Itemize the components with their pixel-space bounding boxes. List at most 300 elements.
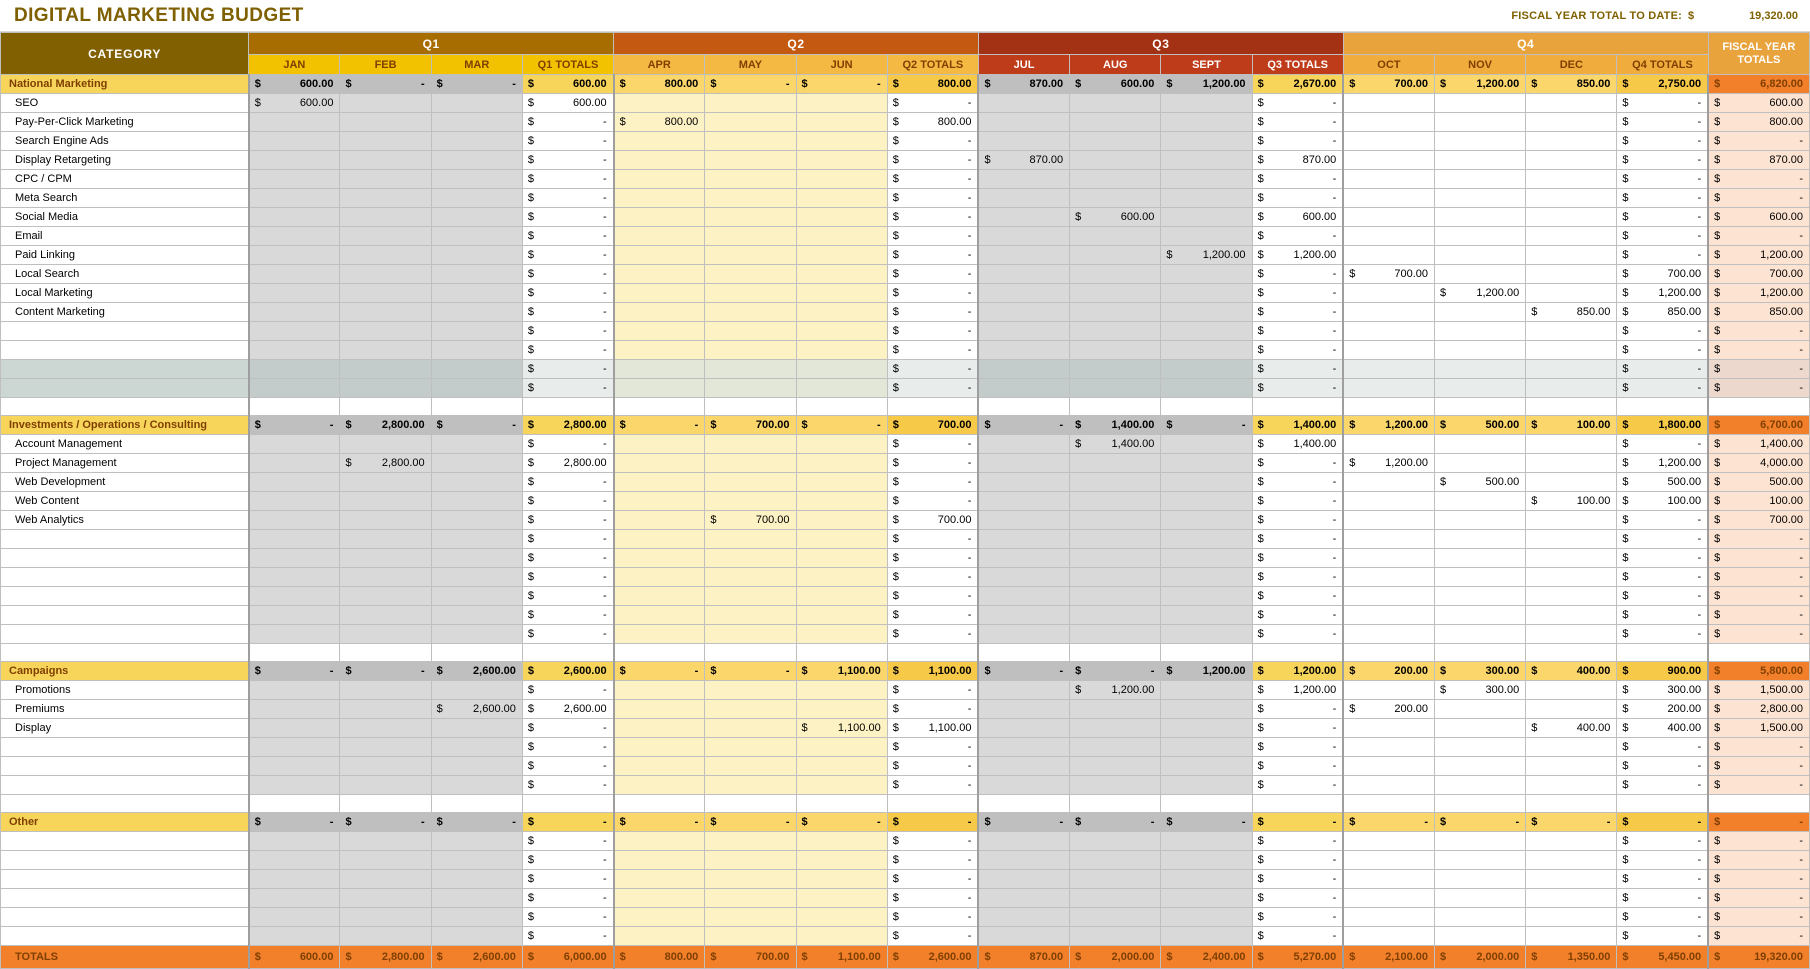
cell-r25-c14[interactable] <box>1526 549 1617 568</box>
cell-r14-c6[interactable] <box>796 341 887 360</box>
cell-r28-c13[interactable] <box>1435 606 1526 625</box>
cell-r23-c14[interactable] <box>1526 511 1617 530</box>
cell-r37-c8[interactable] <box>978 776 1069 795</box>
cell-r44-c8[interactable] <box>978 908 1069 927</box>
cell-r26-c12[interactable] <box>1343 568 1434 587</box>
cell-r42-c6[interactable] <box>796 870 887 889</box>
cell-r11-fy[interactable] <box>1708 284 1809 303</box>
cell-r6-c4[interactable] <box>614 189 705 208</box>
cell-r15-c8[interactable] <box>978 360 1069 379</box>
cell-r41-c13[interactable] <box>1435 851 1526 870</box>
cell-r39-c4[interactable] <box>614 813 705 832</box>
cell-r16-c8[interactable] <box>978 379 1069 398</box>
cell-r21-c14[interactable] <box>1526 473 1617 492</box>
cell-r30-c1[interactable] <box>340 644 431 662</box>
cell-r21-c0[interactable] <box>249 473 340 492</box>
totals-cell-11[interactable] <box>1252 946 1343 969</box>
cell-r38-c15[interactable] <box>1617 795 1708 813</box>
cell-r35-c1[interactable] <box>340 738 431 757</box>
cell-r36-c12[interactable] <box>1343 757 1434 776</box>
cell-r10-c7[interactable] <box>887 265 978 284</box>
cell-r33-c13[interactable] <box>1435 700 1526 719</box>
cell-r34-c15[interactable] <box>1617 719 1708 738</box>
cell-r33-c14[interactable] <box>1526 700 1617 719</box>
cell-r32-c2[interactable] <box>431 681 522 700</box>
cell-r2-c9[interactable] <box>1070 113 1161 132</box>
cell-r13-fy[interactable] <box>1708 322 1809 341</box>
cell-r41-c6[interactable] <box>796 851 887 870</box>
cell-r28-c12[interactable] <box>1343 606 1434 625</box>
table-body[interactable] <box>1 75 1810 969</box>
table-row[interactable] <box>1 870 1810 889</box>
cell-r7-c13[interactable] <box>1435 208 1526 227</box>
cell-r40-c1[interactable] <box>340 832 431 851</box>
cell-r36-c14[interactable] <box>1526 757 1617 776</box>
cell-r31-c14[interactable] <box>1526 662 1617 681</box>
cell-r8-c4[interactable] <box>614 227 705 246</box>
totals-cell-13[interactable] <box>1435 946 1526 969</box>
cell-r17-c9[interactable] <box>1070 398 1161 416</box>
cell-r34-c13[interactable] <box>1435 719 1526 738</box>
table-row[interactable] <box>1 908 1810 927</box>
cell-r4-fy[interactable] <box>1708 151 1809 170</box>
cell-r31-fy[interactable] <box>1708 662 1809 681</box>
cell-r32-c3[interactable] <box>522 681 613 700</box>
cell-r20-c14[interactable] <box>1526 454 1617 473</box>
cell-r22-c6[interactable] <box>796 492 887 511</box>
cell-r44-c10[interactable] <box>1161 908 1252 927</box>
cell-r24-c5[interactable] <box>705 530 796 549</box>
row-label[interactable] <box>1 379 249 398</box>
row-label[interactable] <box>1 851 249 870</box>
cell-r11-c4[interactable] <box>614 284 705 303</box>
cell-r24-c9[interactable] <box>1070 530 1161 549</box>
cell-r6-c8[interactable] <box>978 189 1069 208</box>
cell-r12-c6[interactable] <box>796 303 887 322</box>
cell-r31-c5[interactable] <box>705 662 796 681</box>
cell-r34-c4[interactable] <box>614 719 705 738</box>
cell-r8-c5[interactable] <box>705 227 796 246</box>
cell-r14-c5[interactable] <box>705 341 796 360</box>
cell-r26-c9[interactable] <box>1070 568 1161 587</box>
cell-r23-c6[interactable] <box>796 511 887 530</box>
cell-r19-c13[interactable] <box>1435 435 1526 454</box>
cell-r41-c8[interactable] <box>978 851 1069 870</box>
totals-cell-2[interactable] <box>431 946 522 969</box>
cell-r6-c13[interactable] <box>1435 189 1526 208</box>
cell-r34-c0[interactable] <box>249 719 340 738</box>
cell-r8-c15[interactable] <box>1617 227 1708 246</box>
cell-r5-c8[interactable] <box>978 170 1069 189</box>
cell-r29-c2[interactable] <box>431 625 522 644</box>
cell-r17-c1[interactable] <box>340 398 431 416</box>
row-label[interactable] <box>1 568 249 587</box>
cell-r41-c3[interactable] <box>522 851 613 870</box>
cell-r21-c13[interactable] <box>1435 473 1526 492</box>
cell-r33-c2[interactable] <box>431 700 522 719</box>
cell-r12-c3[interactable] <box>522 303 613 322</box>
cell-r28-c4[interactable] <box>614 606 705 625</box>
cell-r16-c2[interactable] <box>431 379 522 398</box>
cell-r41-c10[interactable] <box>1161 851 1252 870</box>
cell-r34-c11[interactable] <box>1252 719 1343 738</box>
cell-r42-c8[interactable] <box>978 870 1069 889</box>
cell-r1-c13[interactable] <box>1435 94 1526 113</box>
cell-r26-c14[interactable] <box>1526 568 1617 587</box>
cell-r38-c0[interactable] <box>249 795 340 813</box>
cell-r2-c4[interactable] <box>614 113 705 132</box>
cell-r7-c1[interactable] <box>340 208 431 227</box>
cell-r26-c8[interactable] <box>978 568 1069 587</box>
cell-r42-c9[interactable] <box>1070 870 1161 889</box>
cell-r39-c3[interactable] <box>522 813 613 832</box>
cell-r44-c15[interactable] <box>1617 908 1708 927</box>
cell-r42-c2[interactable] <box>431 870 522 889</box>
cell-r28-c3[interactable] <box>522 606 613 625</box>
cell-r31-c1[interactable] <box>340 662 431 681</box>
cell-r18-fy[interactable] <box>1708 416 1809 435</box>
cell-r21-c6[interactable] <box>796 473 887 492</box>
cell-r0-c4[interactable] <box>614 75 705 94</box>
cell-r2-fy[interactable] <box>1708 113 1809 132</box>
cell-r36-c8[interactable] <box>978 757 1069 776</box>
cell-r40-c6[interactable] <box>796 832 887 851</box>
row-label[interactable] <box>1 625 249 644</box>
cell-r31-c7[interactable] <box>887 662 978 681</box>
table-row[interactable] <box>1 587 1810 606</box>
cell-r35-fy[interactable] <box>1708 738 1809 757</box>
cell-r6-c6[interactable] <box>796 189 887 208</box>
cell-r16-c6[interactable] <box>796 379 887 398</box>
cell-r20-c0[interactable] <box>249 454 340 473</box>
cell-r28-c0[interactable] <box>249 606 340 625</box>
cell-r34-c8[interactable] <box>978 719 1069 738</box>
table-row[interactable] <box>1 227 1810 246</box>
table-row[interactable] <box>1 322 1810 341</box>
cell-r32-c5[interactable] <box>705 681 796 700</box>
row-label[interactable]: Display <box>1 719 249 738</box>
cell-r33-c15[interactable] <box>1617 700 1708 719</box>
cell-r1-c10[interactable] <box>1161 94 1252 113</box>
cell-r27-c11[interactable] <box>1252 587 1343 606</box>
table-row[interactable] <box>1 208 1810 227</box>
cell-r0-c14[interactable] <box>1526 75 1617 94</box>
cell-r19-c1[interactable] <box>340 435 431 454</box>
cell-r17-c12[interactable] <box>1343 398 1434 416</box>
cell-r37-c10[interactable] <box>1161 776 1252 795</box>
cell-r9-fy[interactable] <box>1708 246 1809 265</box>
cell-r5-c7[interactable] <box>887 170 978 189</box>
cell-r39-c1[interactable] <box>340 813 431 832</box>
cell-r9-c7[interactable] <box>887 246 978 265</box>
cell-r44-c7[interactable] <box>887 908 978 927</box>
cell-r18-c11[interactable] <box>1252 416 1343 435</box>
cell-r29-c1[interactable] <box>340 625 431 644</box>
cell-r32-c10[interactable] <box>1161 681 1252 700</box>
cell-r21-c3[interactable] <box>522 473 613 492</box>
cell-r43-c2[interactable] <box>431 889 522 908</box>
cell-r33-c6[interactable] <box>796 700 887 719</box>
section-label[interactable]: Campaigns <box>1 662 249 681</box>
cell-r0-c2[interactable] <box>431 75 522 94</box>
cell-r44-fy[interactable] <box>1708 908 1809 927</box>
row-label[interactable]: Project Management <box>1 454 249 473</box>
cell-r37-c6[interactable] <box>796 776 887 795</box>
cell-r40-c8[interactable] <box>978 832 1069 851</box>
cell-r43-c3[interactable] <box>522 889 613 908</box>
cell-r25-c12[interactable] <box>1343 549 1434 568</box>
cell-r45-c0[interactable] <box>249 927 340 946</box>
cell-r35-c3[interactable] <box>522 738 613 757</box>
cell-r29-c6[interactable] <box>796 625 887 644</box>
cell-r28-fy[interactable] <box>1708 606 1809 625</box>
cell-r29-c9[interactable] <box>1070 625 1161 644</box>
cell-r24-c3[interactable] <box>522 530 613 549</box>
cell-r3-c10[interactable] <box>1161 132 1252 151</box>
cell-r13-c10[interactable] <box>1161 322 1252 341</box>
totals-cell-5[interactable] <box>705 946 796 969</box>
row-label[interactable]: CPC / CPM <box>1 170 249 189</box>
row-label[interactable]: SEO <box>1 94 249 113</box>
cell-r7-c10[interactable] <box>1161 208 1252 227</box>
cell-r14-c9[interactable] <box>1070 341 1161 360</box>
row-label[interactable]: Display Retargeting <box>1 151 249 170</box>
cell-r4-c11[interactable] <box>1252 151 1343 170</box>
cell-r33-c9[interactable] <box>1070 700 1161 719</box>
cell-r5-fy[interactable] <box>1708 170 1809 189</box>
cell-r31-c13[interactable] <box>1435 662 1526 681</box>
cell-r7-fy[interactable] <box>1708 208 1809 227</box>
cell-r0-c6[interactable] <box>796 75 887 94</box>
row-label[interactable] <box>1 908 249 927</box>
cell-r38-c8[interactable] <box>978 795 1069 813</box>
cell-r17-c5[interactable] <box>705 398 796 416</box>
cell-r17-c15[interactable] <box>1617 398 1708 416</box>
cell-r38-c12[interactable] <box>1343 795 1434 813</box>
cell-r25-c2[interactable] <box>431 549 522 568</box>
cell-r43-c4[interactable] <box>614 889 705 908</box>
table-row[interactable] <box>1 700 1810 719</box>
budget-table[interactable] <box>0 32 1810 969</box>
row-label[interactable] <box>1 341 249 360</box>
cell-r29-c14[interactable] <box>1526 625 1617 644</box>
cell-r33-c4[interactable] <box>614 700 705 719</box>
cell-r9-c1[interactable] <box>340 246 431 265</box>
cell-r7-c9[interactable] <box>1070 208 1161 227</box>
cell-r31-c3[interactable] <box>522 662 613 681</box>
section-row[interactable] <box>1 416 1810 435</box>
table-row[interactable] <box>1 606 1810 625</box>
cell-r20-c15[interactable] <box>1617 454 1708 473</box>
cell-r22-c0[interactable] <box>249 492 340 511</box>
cell-r25-c15[interactable] <box>1617 549 1708 568</box>
cell-r38-c10[interactable] <box>1161 795 1252 813</box>
row-label[interactable]: Social Media <box>1 208 249 227</box>
cell-r22-c10[interactable] <box>1161 492 1252 511</box>
cell-r42-c1[interactable] <box>340 870 431 889</box>
cell-r22-c7[interactable] <box>887 492 978 511</box>
table-row[interactable] <box>1 927 1810 946</box>
cell-r1-c3[interactable] <box>522 94 613 113</box>
cell-r15-c10[interactable] <box>1161 360 1252 379</box>
cell-r42-c11[interactable] <box>1252 870 1343 889</box>
section-label[interactable]: National Marketing <box>1 75 249 94</box>
cell-r36-c6[interactable] <box>796 757 887 776</box>
row-label[interactable]: Local Search <box>1 265 249 284</box>
cell-r23-c0[interactable] <box>249 511 340 530</box>
cell-r45-c9[interactable] <box>1070 927 1161 946</box>
cell-r23-c3[interactable] <box>522 511 613 530</box>
cell-r17-fy[interactable] <box>1708 398 1809 416</box>
cell-r41-c14[interactable] <box>1526 851 1617 870</box>
totals-cell-3[interactable] <box>522 946 613 969</box>
cell-r5-c3[interactable] <box>522 170 613 189</box>
cell-r14-c1[interactable] <box>340 341 431 360</box>
cell-r44-c1[interactable] <box>340 908 431 927</box>
table-row[interactable] <box>1 435 1810 454</box>
cell-r26-c10[interactable] <box>1161 568 1252 587</box>
cell-r3-fy[interactable] <box>1708 132 1809 151</box>
cell-r24-c6[interactable] <box>796 530 887 549</box>
cell-r5-c2[interactable] <box>431 170 522 189</box>
cell-r30-c15[interactable] <box>1617 644 1708 662</box>
cell-r45-c5[interactable] <box>705 927 796 946</box>
cell-r25-fy[interactable] <box>1708 549 1809 568</box>
cell-r1-c4[interactable] <box>614 94 705 113</box>
row-label[interactable] <box>1 644 249 662</box>
cell-r13-c8[interactable] <box>978 322 1069 341</box>
cell-r29-c3[interactable] <box>522 625 613 644</box>
cell-r24-c1[interactable] <box>340 530 431 549</box>
table-row[interactable] <box>1 246 1810 265</box>
cell-r20-c12[interactable] <box>1343 454 1434 473</box>
cell-r14-c15[interactable] <box>1617 341 1708 360</box>
cell-r41-c7[interactable] <box>887 851 978 870</box>
cell-r40-c12[interactable] <box>1343 832 1434 851</box>
cell-r36-c5[interactable] <box>705 757 796 776</box>
cell-r21-c15[interactable] <box>1617 473 1708 492</box>
cell-r6-c9[interactable] <box>1070 189 1161 208</box>
cell-r6-c15[interactable] <box>1617 189 1708 208</box>
cell-r13-c12[interactable] <box>1343 322 1434 341</box>
cell-r13-c9[interactable] <box>1070 322 1161 341</box>
cell-r14-c13[interactable] <box>1435 341 1526 360</box>
cell-r4-c0[interactable] <box>249 151 340 170</box>
cell-r3-c7[interactable] <box>887 132 978 151</box>
cell-r42-c12[interactable] <box>1343 870 1434 889</box>
table-row[interactable] <box>1 265 1810 284</box>
cell-r38-c7[interactable] <box>887 795 978 813</box>
cell-r10-c10[interactable] <box>1161 265 1252 284</box>
cell-r34-fy[interactable] <box>1708 719 1809 738</box>
cell-r27-c13[interactable] <box>1435 587 1526 606</box>
cell-r10-c13[interactable] <box>1435 265 1526 284</box>
cell-r39-c10[interactable] <box>1161 813 1252 832</box>
cell-r20-c8[interactable] <box>978 454 1069 473</box>
cell-r23-c4[interactable] <box>614 511 705 530</box>
cell-r39-c13[interactable] <box>1435 813 1526 832</box>
cell-r18-c3[interactable] <box>522 416 613 435</box>
cell-r6-c11[interactable] <box>1252 189 1343 208</box>
cell-r10-c5[interactable] <box>705 265 796 284</box>
cell-r6-c0[interactable] <box>249 189 340 208</box>
cell-r16-c9[interactable] <box>1070 379 1161 398</box>
cell-r39-c9[interactable] <box>1070 813 1161 832</box>
cell-r21-c7[interactable] <box>887 473 978 492</box>
cell-r29-c11[interactable] <box>1252 625 1343 644</box>
cell-r30-c5[interactable] <box>705 644 796 662</box>
cell-r40-c10[interactable] <box>1161 832 1252 851</box>
cell-r24-c13[interactable] <box>1435 530 1526 549</box>
cell-r41-c1[interactable] <box>340 851 431 870</box>
cell-r33-c5[interactable] <box>705 700 796 719</box>
cell-r9-c14[interactable] <box>1526 246 1617 265</box>
cell-r29-c5[interactable] <box>705 625 796 644</box>
row-label[interactable]: Web Analytics <box>1 511 249 530</box>
cell-r33-c10[interactable] <box>1161 700 1252 719</box>
cell-r3-c12[interactable] <box>1343 132 1434 151</box>
cell-r41-c15[interactable] <box>1617 851 1708 870</box>
section-row[interactable] <box>1 813 1810 832</box>
cell-r25-c0[interactable] <box>249 549 340 568</box>
cell-r38-c14[interactable] <box>1526 795 1617 813</box>
cell-r15-c12[interactable] <box>1343 360 1434 379</box>
cell-r10-c1[interactable] <box>340 265 431 284</box>
cell-r13-c2[interactable] <box>431 322 522 341</box>
cell-r18-c4[interactable] <box>614 416 705 435</box>
cell-r8-c1[interactable] <box>340 227 431 246</box>
cell-r34-c1[interactable] <box>340 719 431 738</box>
cell-r25-c3[interactable] <box>522 549 613 568</box>
cell-r37-c4[interactable] <box>614 776 705 795</box>
cell-r30-c6[interactable] <box>796 644 887 662</box>
cell-r45-c14[interactable] <box>1526 927 1617 946</box>
cell-r25-c7[interactable] <box>887 549 978 568</box>
cell-r35-c10[interactable] <box>1161 738 1252 757</box>
cell-r9-c3[interactable] <box>522 246 613 265</box>
cell-r22-c12[interactable] <box>1343 492 1434 511</box>
cell-r4-c7[interactable] <box>887 151 978 170</box>
cell-r20-c6[interactable] <box>796 454 887 473</box>
table-row[interactable] <box>1 625 1810 644</box>
cell-r2-c2[interactable] <box>431 113 522 132</box>
cell-r18-c14[interactable] <box>1526 416 1617 435</box>
cell-r25-c13[interactable] <box>1435 549 1526 568</box>
cell-r17-c0[interactable] <box>249 398 340 416</box>
cell-r18-c6[interactable] <box>796 416 887 435</box>
cell-r25-c4[interactable] <box>614 549 705 568</box>
cell-r23-c2[interactable] <box>431 511 522 530</box>
cell-r1-c1[interactable] <box>340 94 431 113</box>
row-label[interactable] <box>1 587 249 606</box>
cell-r42-c3[interactable] <box>522 870 613 889</box>
totals-cell-6[interactable] <box>796 946 887 969</box>
cell-r11-c2[interactable] <box>431 284 522 303</box>
cell-r16-c3[interactable] <box>522 379 613 398</box>
cell-r10-c0[interactable] <box>249 265 340 284</box>
cell-r34-c14[interactable] <box>1526 719 1617 738</box>
cell-r6-c3[interactable] <box>522 189 613 208</box>
row-label[interactable] <box>1 776 249 795</box>
table-row[interactable] <box>1 549 1810 568</box>
cell-r26-c5[interactable] <box>705 568 796 587</box>
cell-r24-c14[interactable] <box>1526 530 1617 549</box>
cell-r30-c7[interactable] <box>887 644 978 662</box>
cell-r32-c7[interactable] <box>887 681 978 700</box>
cell-r16-fy[interactable] <box>1708 379 1809 398</box>
table-row[interactable] <box>1 170 1810 189</box>
cell-r40-c13[interactable] <box>1435 832 1526 851</box>
